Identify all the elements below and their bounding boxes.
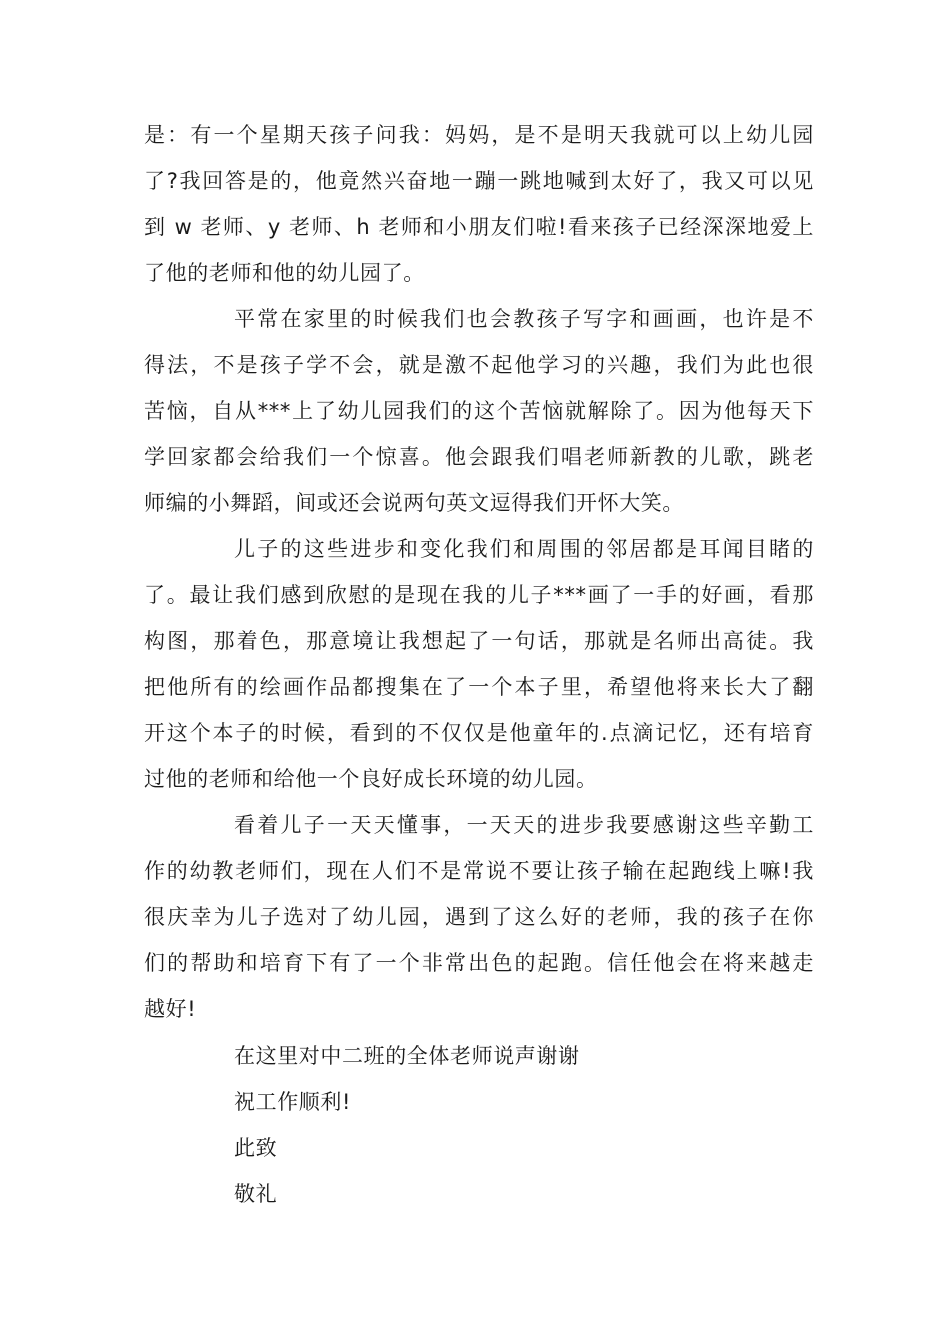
- paragraph-first-line: 儿子的这些进步和变化我们和周围的邻居都是耳闻目睹的: [234, 537, 814, 561]
- body-line: 到 w 老师、y 老师、h 老师和小朋友们啦!看来孩子已经深深地爱上: [144, 215, 814, 239]
- salutation-line: 敬礼: [234, 1182, 278, 1206]
- body-line: 构图，那着色，那意境让我想起了一句话，那就是名师出高徒。我: [144, 629, 814, 653]
- body-line: 把他所有的绘画作品都搜集在了一个本子里，希望他将来长大了翻: [144, 675, 814, 699]
- body-line: 了?我回答是的，他竟然兴奋地一蹦一跳地喊到太好了，我又可以见: [144, 169, 814, 193]
- body-line: 开这个本子的时候，看到的不仅仅是他童年的.点滴记忆，还有培育: [144, 721, 814, 745]
- body-line: 越好!: [144, 997, 197, 1021]
- body-line: 学回家都会给我们一个惊喜。他会跟我们唱老师新教的儿歌，跳老: [144, 445, 814, 469]
- body-line: 了。最让我们感到欣慰的是现在我的儿子***画了一手的好画，看那: [144, 583, 814, 607]
- body-line: 师编的小舞蹈，间或还会说两句英文逗得我们开怀大笑。: [144, 491, 684, 515]
- body-line: 过他的老师和给他一个良好成长环境的幼儿园。: [144, 767, 598, 791]
- body-line: 作的幼教老师们，现在人们不是常说不要让孩子输在起跑线上嘛!我: [144, 859, 814, 883]
- closing-line: 此致: [234, 1136, 278, 1160]
- wish-line: 祝工作顺利!: [234, 1090, 352, 1114]
- body-line: 们的帮助和培育下有了一个非常出色的起跑。信任他会在将来越走: [144, 951, 814, 975]
- paragraph-first-line: 看着儿子一天天懂事，一天天的进步我要感谢这些辛勤工: [234, 813, 814, 837]
- body-line: 得法，不是孩子学不会，就是激不起他学习的兴趣，我们为此也很: [144, 353, 814, 377]
- body-line: 了他的老师和他的幼儿园了。: [144, 261, 425, 285]
- body-line: 是：有一个星期天孩子问我：妈妈，是不是明天我就可以上幼儿园: [144, 123, 814, 147]
- body-line: 苦恼，自从***上了幼儿园我们的这个苦恼就解除了。因为他每天下: [144, 399, 814, 423]
- body-line: 很庆幸为儿子选对了幼儿园，遇到了这么好的老师，我的孩子在你: [144, 905, 814, 929]
- paragraph-first-line: 平常在家里的时候我们也会教孩子写字和画画，也许是不: [234, 307, 814, 331]
- thanks-line: 在这里对中二班的全体老师说声谢谢: [234, 1044, 580, 1068]
